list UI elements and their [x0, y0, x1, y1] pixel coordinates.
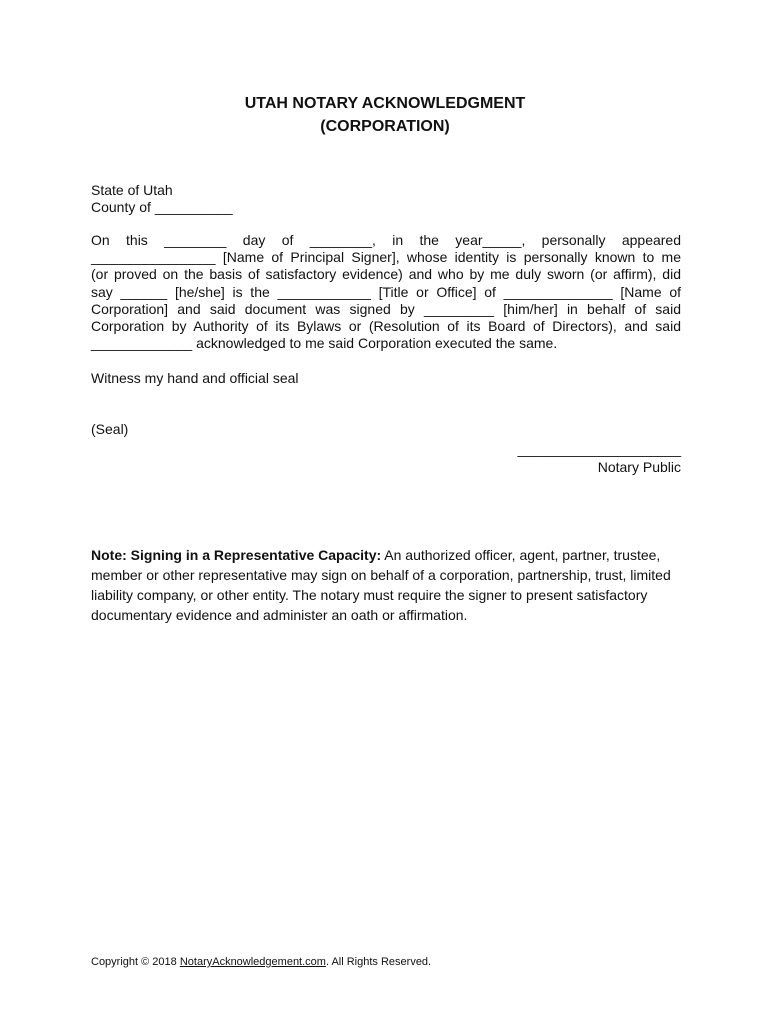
body-line: _____________ acknowledged to me said Corporation executed the same. — [91, 335, 558, 352]
footer-prefix: Copyright © 2018 — [91, 956, 180, 968]
notary-signature-block — [517, 440, 681, 476]
body-line: ________________ [Name of Principal Signer], whose identity is personally known to me — [91, 249, 681, 266]
document-title — [0, 92, 770, 138]
footer-suffix: . All Rights Reserved. — [325, 956, 432, 968]
state-line: State of Utah — [91, 182, 173, 198]
county-line: County of __________ — [91, 199, 233, 216]
body-line: (or proved on the basis of satisfactory evidence) and who by me duly sworn (or affirm), did — [91, 266, 681, 283]
body-line: say ______ [he/she] is the ____________ [Title or Office] of ______________ [Name of — [91, 283, 681, 300]
acknowledgment-paragraph — [91, 232, 681, 352]
representative-capacity-note — [91, 545, 681, 625]
title-line-2: (CORPORATION) — [320, 118, 450, 135]
note-heading: Note: Signing in a Representative Capacity: — [91, 547, 382, 563]
notary-public-label: Notary Public — [597, 459, 681, 475]
witness-line: Witness my hand and official seal — [91, 370, 299, 386]
note-text: An authorized officer, agent, partner, trustee, member or other representative may sign on behalf of a corporation, partnership, trust, limited liability company, or other entity. The notary must require the signer to present satisfactory documentary evidence and administer an oath or affirmation. — [91, 547, 671, 623]
venue-block — [91, 182, 681, 216]
seal-placeholder: (Seal) — [91, 421, 129, 437]
body-line: On this ________ day of ________, in the year_____, personally appeared — [91, 232, 681, 248]
footer-website-link[interactable]: NotaryAcknowledgement.com — [179, 956, 326, 968]
body-line: Corporation by Authority of its Bylaws or (Resolution of its Board of Directors), and said — [91, 318, 681, 335]
signature-line: _____________________ — [517, 441, 681, 457]
body-line: Corporation] and said document was signed by _________ [him/her] in behalf of said — [91, 300, 681, 317]
copyright-footer — [91, 955, 431, 969]
title-line-1: UTAH NOTARY ACKNOWLEDGMENT — [244, 95, 526, 112]
